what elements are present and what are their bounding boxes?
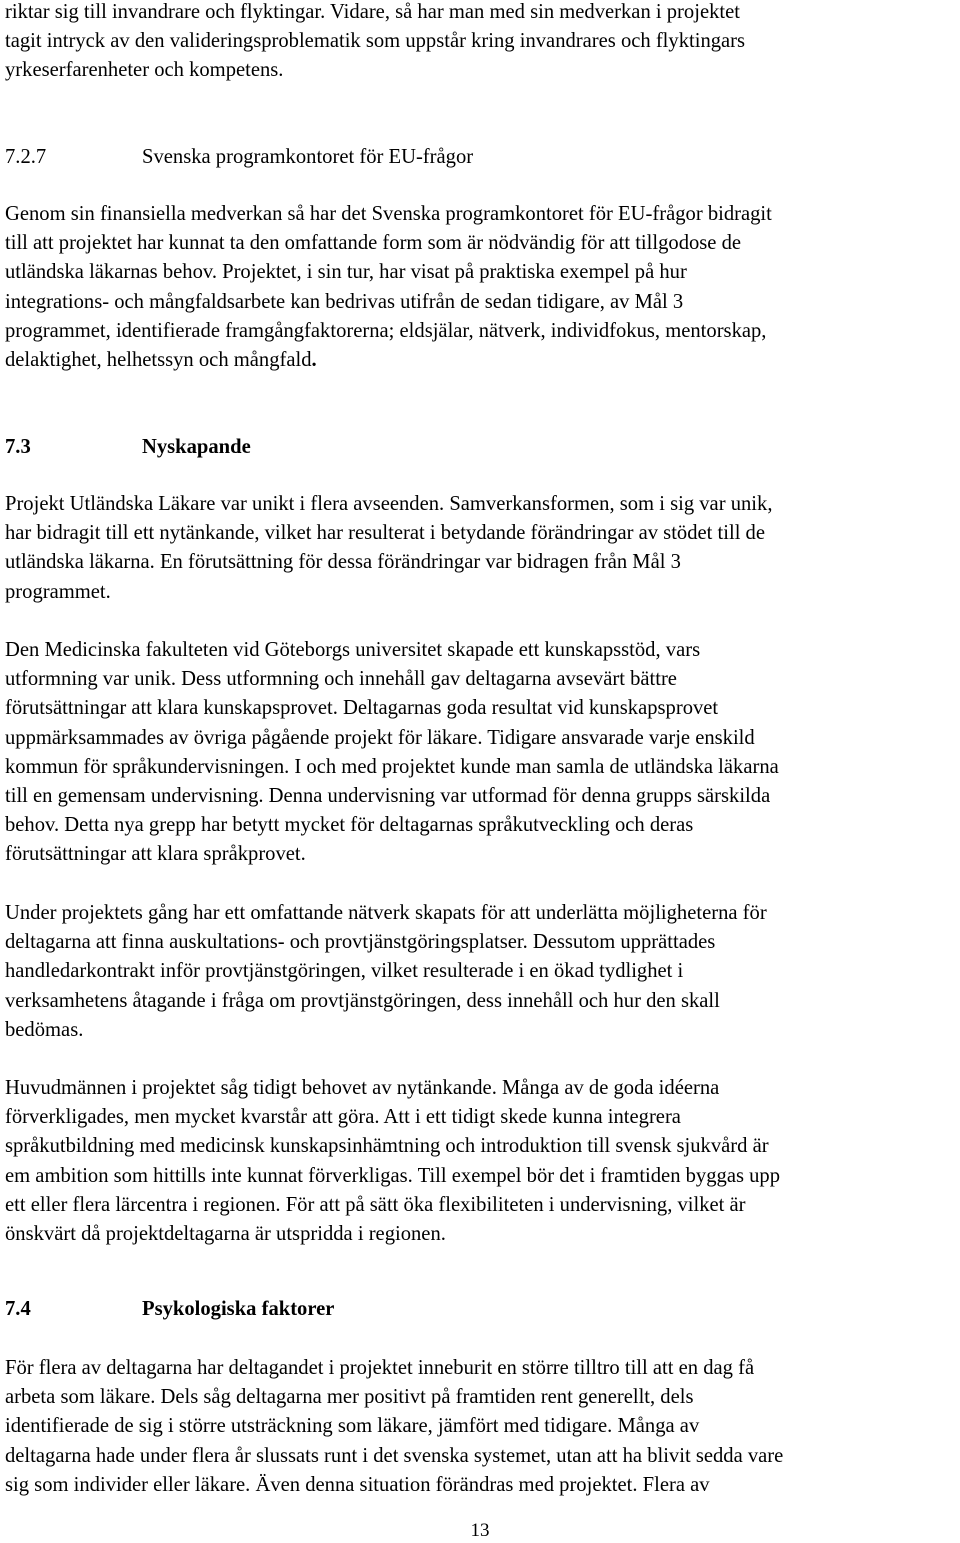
final-period: . (311, 349, 317, 372)
text-line: Huvudmännen i projektet såg tidigt behovet av nytänkande. Många av de goda idéerna (5, 1077, 720, 1099)
section-title: Nyskapande (142, 436, 251, 458)
text-line-content: delaktighet, helhetssyn och mångfald (5, 349, 312, 372)
text-line: till att projektet har kunnat ta den omfattande form som är nödvändig för att tillgodose de (5, 232, 742, 255)
section-7-3-paragraph-1 (5, 490, 772, 607)
page-number: 13 (470, 1520, 490, 1541)
section-number: 7.4 (5, 1298, 31, 1320)
intro-paragraph (5, 0, 745, 86)
section-title: Svenska programkontoret för EU-frågor (142, 146, 474, 168)
text-line: deltagarna hade under flera år slussats runt i det svenska systemet, utan att ha blivit sedda vare (5, 1444, 784, 1467)
section-7-3-paragraph-3 (5, 899, 767, 1045)
text-line: verksamhetens åtagande i fråga om provtjänstgöringen, dess innehåll och hur den skall (5, 989, 720, 1012)
text-line: identifierade de sig i större utsträckning som läkare, jämfört med tidigare. Många av (5, 1415, 700, 1438)
text-line: handledarkontrakt inför provtjänstgöringen, vilket resulterade i en ökad tydlighet i (5, 960, 684, 983)
text-line: till en gemensam undervisning. Denna undervisning var utformad för denna grupps särskilda (5, 785, 771, 808)
text-line: Under projektets gång har ett omfattande nätverk skapats för att underlätta möjligheterna för (5, 902, 767, 924)
text-line: yrkeserfarenheter och kompetens. (5, 59, 284, 82)
section-heading-7-3 (5, 433, 251, 462)
text-line: förverkligades, men mycket kvarstår att göra. Att i ett tidigt skede kunna integrera (5, 1106, 681, 1129)
text-line: utformning var unik. Dess utformning och innehåll gav deltagarna avsevärt bättre (5, 668, 677, 691)
section-number: 7.2.7 (5, 146, 47, 168)
text-line: riktar sig till invandrare och flyktingar. Vidare, så har man med sin medverkan i projektet (5, 1, 740, 23)
text-line: ett eller flera lärcentra i regionen. För att på sätt öka flexibiliteten i undervisning, vilket är (5, 1193, 746, 1216)
text-line: utländska läkarna. En förutsättning för dessa förändringar var bidragen från Mål 3 (5, 551, 681, 574)
text-line: arbeta som läkare. Dels såg deltagarna mer positivt på framtiden rent generellt, dels (5, 1386, 694, 1409)
section-number: 7.3 (5, 436, 31, 458)
text-line: programmet, identifierade framgångfaktorerna; eldsjälar, nätverk, individfokus, mentorskap, (5, 319, 767, 342)
section-heading-7-4 (5, 1295, 334, 1324)
text-line: uppmärksammades av övriga pågående projekt för läkare. Tidigare ansvarade varje enskild (5, 726, 755, 749)
text-line: programmet. (5, 580, 111, 603)
text-line: kommun för språkundervisningen. I och med projektet kunde man samla de utländska läkarna (5, 755, 779, 778)
section-heading-7-2-7 (5, 143, 473, 172)
text-line: bedömas. (5, 1018, 84, 1041)
text-line: deltagarna att finna auskultations- och provtjänstgöringsplatser. Dessutom upprättades (5, 931, 716, 954)
text-line: behov. Detta nya grepp har betytt mycket för deltagarnas språkutveckling och deras (5, 814, 694, 837)
section-7-3-paragraph-2 (5, 636, 779, 870)
text-line: önskvärt då projektdeltagarna är utspridda i regionen. (5, 1223, 446, 1246)
text-line: För flera av deltagarna har deltagandet i projektet inneburit en större tilltro till att en dag få (5, 1357, 755, 1379)
section-title: Psykologiska faktorer (142, 1298, 335, 1320)
text-line: sig som individer eller läkare. Även denna situation förändras med projektet. Flera av (5, 1473, 710, 1496)
text-line: Den Medicinska fakulteten vid Göteborgs universitet skapade ett kunskapsstöd, vars (5, 639, 701, 661)
text-line: Genom sin finansiella medverkan så har det Svenska programkontoret för EU-frågor bidragit (5, 203, 772, 225)
section-7-3-paragraph-4 (5, 1074, 780, 1249)
text-line: tagit intryck av den valideringsproblematik som uppstår kring invandrares och flyktingars (5, 30, 746, 53)
text-line: utländska läkarnas behov. Projektet, i sin tur, har visat på praktiska exempel på hur (5, 261, 687, 284)
section-7-2-7-paragraph (5, 200, 772, 375)
text-line: em ambition som hittills inte kunnat förverkligas. Till exempel bör det i framtiden byggas upp (5, 1164, 781, 1187)
text-line: språkutbildning med medicinsk kunskapsinhämtning och introduktion till svensk sjukvård är (5, 1135, 769, 1158)
text-line: Projekt Utländska Läkare var unikt i flera avseenden. Samverkansformen, som i sig var unik, (5, 493, 773, 515)
text-line: har bidragit till ett nytänkande, vilket har resulterat i betydande förändringar av stödet till de (5, 522, 765, 545)
text-line: förutsättningar att klara kunskapsprovet. Deltagarnas goda resultat vid kunskapsprovet (5, 697, 719, 720)
text-line: förutsättningar att klara språkprovet. (5, 843, 306, 866)
section-7-4-paragraph (5, 1354, 783, 1500)
text-line: integrations- och mångfaldsarbete kan bedrivas utifrån de sedan tidigare, av Mål 3 (5, 290, 684, 313)
text-line (5, 346, 772, 375)
